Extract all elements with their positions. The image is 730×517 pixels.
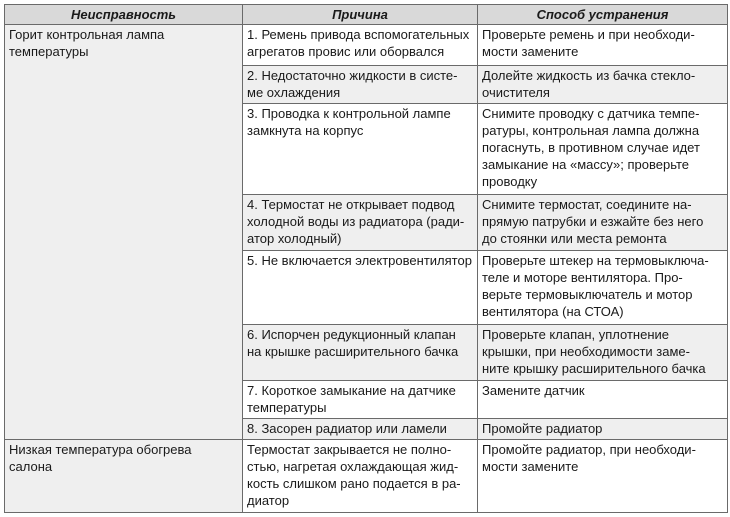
header-row	[5, 5, 728, 25]
text-line: 4. Термостат не открывает подвод	[247, 196, 455, 212]
text-line: Горит контрольная лампа	[9, 27, 165, 42]
table-body	[5, 25, 728, 513]
fix-cell	[478, 381, 728, 419]
text-line: температуры	[247, 400, 327, 416]
cause-cell	[243, 324, 478, 381]
text-line: 2. Недостаточно жидкости в систе-	[247, 68, 458, 84]
text-line: 8. Засорен радиатор или ламели	[247, 421, 447, 437]
text-line: очистителя	[482, 85, 550, 101]
text-line: холодной воды из радиатора (ради-	[247, 213, 465, 229]
text-line: Проверьте штекер на термовыключа-	[482, 253, 709, 269]
fix-cell	[478, 251, 728, 324]
header-fix: Способ устранения	[478, 5, 728, 25]
text-line: стью, нагретая охлаждающая жид-	[247, 458, 459, 474]
header-cause: Причина	[243, 5, 478, 25]
text-line: атор холодный)	[247, 230, 342, 246]
text-line: прямую патрубки и езжайте без него	[482, 213, 704, 229]
text-line: температуры	[9, 44, 89, 59]
text-line: Низкая температура обогрева	[9, 441, 192, 457]
text-line: ните крышку расширительного бачка	[482, 360, 706, 376]
text-line: теле и моторе вентилятора. Про-	[482, 270, 683, 286]
cause-cell	[243, 25, 478, 66]
text-line: мости замените	[482, 44, 579, 59]
fix-cell	[478, 439, 728, 512]
text-line: Замените датчик	[482, 383, 585, 399]
text-line: замыкание на «массу»; проверьте	[482, 157, 689, 173]
text-line: агрегатов провис или оборвался	[247, 44, 445, 59]
text-line: 1. Ремень привода вспомогательных	[247, 27, 470, 42]
text-line: погаснуть, в противном случае идет	[482, 140, 700, 156]
fault-cell	[5, 25, 243, 440]
table-row	[5, 439, 728, 512]
text-line: Долейте жидкость из бачка стекло-	[482, 68, 696, 84]
text-line: диатор	[247, 492, 290, 508]
fault-cell	[5, 439, 243, 512]
text-line: Проверьте ремень и при необходи-	[482, 27, 695, 42]
cause-cell	[243, 381, 478, 419]
text-line: проводку	[482, 174, 538, 190]
text-line: Снимите термостат, соедините на-	[482, 196, 692, 212]
fix-cell	[478, 66, 728, 104]
text-line: Снимите проводку с датчика темпе-	[482, 106, 700, 122]
cause-cell	[243, 251, 478, 324]
fix-cell	[478, 104, 728, 195]
fix-cell	[478, 324, 728, 381]
text-line: 6. Испорчен редукционный клапан	[247, 326, 456, 342]
cause-cell	[243, 419, 478, 440]
text-line: на крышке расширительного бачка	[247, 343, 459, 359]
text-line: ме охлаждения	[247, 85, 341, 101]
text-line: вентилятора (на СТОА)	[482, 304, 624, 320]
cause-cell	[243, 66, 478, 104]
text-line: до стоянки или места ремонта	[482, 230, 667, 246]
text-line: мости замените	[482, 458, 579, 474]
cause-cell	[243, 104, 478, 195]
text-line: Термостат закрывается не полно-	[247, 441, 452, 457]
fix-cell	[478, 25, 728, 66]
text-line: крышки, при необходимости заме-	[482, 343, 690, 359]
table-row	[5, 25, 728, 66]
text-line: замкнута на корпус	[247, 123, 364, 139]
text-line: салона	[9, 458, 53, 474]
text-line: 5. Не включается электровентилятор	[247, 253, 472, 269]
text-line: Промойте радиатор, при необходи-	[482, 441, 696, 457]
header-fault: Неисправность	[5, 5, 243, 25]
fix-cell	[478, 419, 728, 440]
text-line: кость слишком рано подается в ра-	[247, 475, 461, 491]
text-line: 3. Проводка к контрольной лампе	[247, 106, 451, 122]
table-header	[5, 5, 728, 25]
troubleshooting-table	[4, 4, 728, 513]
cause-cell	[243, 194, 478, 251]
text-line: Промойте радиатор	[482, 421, 603, 437]
text-line: Проверьте клапан, уплотнение	[482, 326, 670, 342]
cause-cell	[243, 439, 478, 512]
text-line: верьте термовыключатель и мотор	[482, 287, 693, 303]
text-line: ратуры, контрольная лампа должна	[482, 123, 700, 139]
fix-cell	[478, 194, 728, 251]
text-line: 7. Короткое замыкание на датчике	[247, 383, 456, 399]
